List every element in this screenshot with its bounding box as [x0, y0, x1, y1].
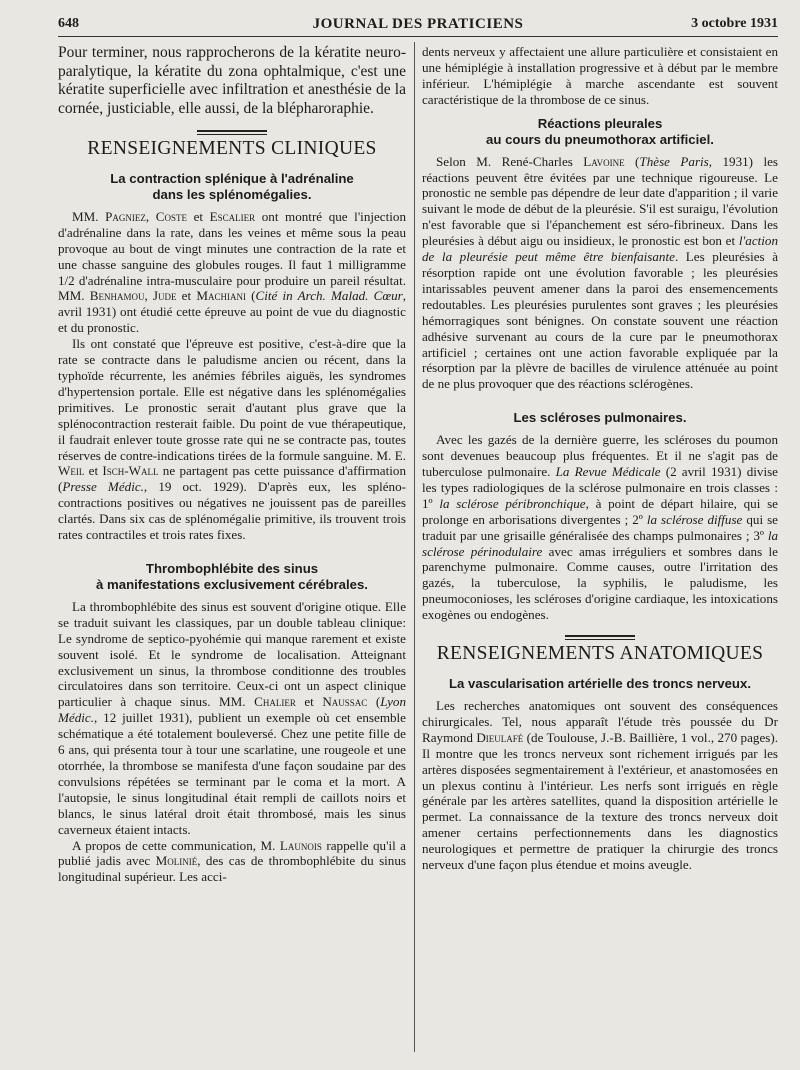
continued-paragraph: dents nerveux y affectaient une allure particulière et consistaient en une hémiplégie à installation progressive et à début par le membre inférieur. L'hémiplégie à marche ascendante est souvent caractéristique de la thrombose de ce sinus. — [422, 44, 778, 107]
emphasis: la sclérose péribronchique — [439, 495, 586, 511]
author-name: Jude — [152, 288, 177, 304]
author-name: Benhamou — [89, 288, 145, 304]
left-column — [58, 44, 406, 885]
author-name: Lavoine — [583, 153, 625, 169]
section-title-clinical: RENSEIGNEMENTS CLINIQUES — [87, 138, 377, 159]
citation: Cité in Arch. Malad. Cœur — [255, 288, 403, 304]
author-name: Coste — [155, 208, 188, 224]
citation: Presse Médic. — [62, 479, 144, 495]
citation: Thèse Paris — [639, 153, 709, 169]
intro-paragraph: Pour terminer, nous rapprocherons de la kératite neuro-paralytique, la kératite du zona ophtalmique, c'est une kératite superficielle avec infiltration et anesthésie de la cornée, justiciable, elle aussi, de la blépharoraphie. — [58, 44, 406, 117]
article-paragraph: La thrombophlébite des sinus est souvent d'origine otique. Elle se traduit suivant les classiques, par un double tableau clinique: Le syndrome de septico-pyohémie qui manque rarement et existe souvent isolé. Et le syndrome de localisation. Atteignant exclusivement un sinus, la thrombose conditionne des troubles circulatoires dans son territoire. Ceux-ci ont un aspect clinique particulier à chaque sinus. MM. Chalier et Naussac (Lyon Médic., 12 juillet 1931), publient un exemple où cet ensemble schématique a été totalement bouleversé. Chez une petite fille de 6 ans, qui présenta tour à tour une scarlatine, une rougeole et une otorrhée, la thrombose se manifesta d'une façon soudaine par des convulsions répétées se terminant par le coma et la mort. A l'autopsie, le sinus longitudinal était rempli de caillots noirs et blancs, le sinus latéral droit était thrombosé, mais les sinus caverneux étaient intacts. — [58, 598, 407, 837]
author-name: Weil — [58, 463, 85, 479]
author-name: Naussac — [322, 694, 368, 710]
author-name: Pagniez — [105, 208, 146, 224]
article-paragraph: Les recherches anatomiques ont souvent des conséquences chirurgicales. Tel, nous apparaît l'étude très poussée du Dr Raymond Dieulafé (de Toulouse, J.-B. Baillière, 1 vol., 270 pages). Il montre que les troncs nerveux sont richement irrigués par les artères disposées segmentairement à l'extérieur, et anastomosées en un plexus continu à l'intérieur. Les nerfs sont irrigués en règle générale par les artères satellites, quand la disposition artérielle le permet. La connaissance de la texture des troncs nerveux doit amener certains perfectionnements dans les diagnostics neurologiques et permettre de pratiquer la chirurgie des troncs nerveux d'une façon plus étendue et moins aveugle. — [422, 698, 778, 873]
article-paragraph: Selon M. René-Charles Lavoine (Thèse Paris, 1931) les réactions peuvent être évitées par une technique rigoureuse. Le pronostic ne semble pas dépendre de leur date d'apparition ; il varie suivant le mode de début de la pleurésie. S'il est suraigu, l'évolution n'est favorable que si l'épanchement est séro-fibrineux. Dans les pleurésies à début aigu ou insidieux, le pronostic est bon et l'action de la pleurésie peut même être bienfaisante. Les pleurésies à résorption rapide ont une évolution favorable ; les pleurésies intarissables peuvent amener dans la paroi des ensemencements redoutables. Les pleurésies purulentes sont graves ; les pleurésies hémorragiques sont bénignes. On constate souvent une réaction adhésive survenant au cours de la cure par le pneumothorax artificiel ; certaines ont une action favorable expliquée par la résorption par la plèvre de bacilles de virulence atténuée au point de ne plus provoquer que des réactions sclérogènes. — [422, 153, 778, 392]
article-title-line: Réactions pleurales — [537, 115, 663, 131]
author-name: Escalier — [209, 208, 256, 224]
journal-title: JOURNAL DES PRATICIENS — [312, 16, 524, 32]
article-title-line: au cours du pneumothorax artificiel. — [486, 131, 714, 147]
section-rule — [197, 130, 267, 135]
article-title-line: à manifestations exclusivement cérébrales. — [96, 576, 368, 592]
column-divider — [414, 42, 415, 1052]
right-column — [422, 44, 778, 873]
page-number: 648 — [58, 16, 79, 31]
article-title-sclerosis — [422, 410, 778, 426]
section-title-anatomical: RENSEIGNEMENTS ANATOMIQUES — [436, 643, 764, 665]
article-title-line: La contraction splénique à l'adrénaline — [110, 170, 354, 186]
author-name: Dieulafé — [476, 729, 524, 745]
author-name: Launois — [279, 837, 322, 853]
author-name: Isch-Wall — [102, 463, 159, 479]
emphasis: la sclérose diffuse — [646, 511, 743, 527]
article-paragraph: Avec les gazés de la dernière guerre, les scléroses du poumon sont devenues beaucoup plus fréquentes. Et il ne s'agit pas de tuberculose pulmonaire. La Revue Médicale (2 avril 1931) divise les types radiologiques de la sclérose pulmonaire en trois classes : 1º la sclérose péribronchique, à point de départ hilaire, qui se prolonge en arborisations divergentes ; 2º la sclérose diffuse qui se traduit par une grisaille généralisée des champs pulmonaires ; 3º la sclérose périnodulaire avec amas irréguliers et sombres dans le parenchyme pulmonaire. Comme causes, outre l'irritation des gazés, la tuberculose, la syphilis, le paludisme, les pneumoconioses, les scléroses d'origine cardiaque, les intoxications exogènes ou endogènes. — [422, 432, 778, 623]
article-title-line: dans les splénomégalies. — [152, 186, 312, 202]
article-title-line: Thrombophlébite des sinus — [145, 560, 319, 576]
emphasis: l'action de la pleurésie peut même être bienfaisante — [422, 233, 778, 265]
issue-date: 3 octobre 1931 — [691, 16, 778, 31]
article-title-thrombophlebitis — [58, 561, 406, 593]
author-name: Machiani — [196, 288, 246, 304]
citation: Lyon Médic. — [58, 694, 407, 726]
citation: La Revue Médicale — [555, 464, 661, 480]
article-paragraph: A propos de cette communication, M. Launois rappelle qu'il a publié jadis avec Molinié, des cas de thrombophlébite du sinus longitudinal supérieur. Les acci- — [58, 837, 406, 885]
article-paragraph: MM. Pagniez, Coste et Escalier ont montré que l'injection d'adrénaline dans la rate, dans les veines et même sous la peau provoque au bout de vingt minutes une contraction de la rate et une chasse sanguine des globules rouges. Il faut 1 milligramme 1/2 d'adrénaline intra-musculaire pour produire un pareil résultat. MM. Benhamou, Jude et Machiani (Cité in Arch. Malad. Cœur, avril 1931) ont étudié cette épreuve au point de vue du diagnostic et du pronostic. — [58, 208, 407, 336]
article-title-pleural — [422, 116, 778, 148]
page-header — [58, 14, 778, 37]
section-rule — [565, 635, 635, 640]
article-title-splenic — [58, 171, 406, 203]
author-name: Molinié — [155, 853, 198, 869]
article-paragraph: Ils ont constaté que l'épreuve est positive, c'est-à-dire que la rate se contracte dans le paludisme ancien ou récent, dans la typhoïde récurrente, les anémies fébriles aiguës, les syndromes d'hypertension portale. Elle est négative dans les splénomégalies primitives. Le pronostic serait d'autant plus grave que la splénocontraction resterait faible. Du point de vue thérapeutique, il faudrait enlever toute grosse rate qui ne se contracte pas, toutes réserves de contre-indications tirées de la formule sanguine. M. E. Weil et Isch-Wall ne partagent pas cette puissance d'affirmation (Presse Médic., 19 oct. 1929). D'après eux, les spléno-contractions positives ou négatives ne jouissent pas de pareilles clartés. Dans six cas de splénomégalie primitive, ils trouvent trois rates contractiles et trois rates fixes. — [58, 336, 406, 543]
emphasis: la sclérose périnodulaire — [422, 527, 778, 559]
author-name: Chalier — [254, 694, 296, 710]
article-title-line: Les scléroses pulmonaires. — [513, 410, 687, 426]
article-title-line: La vascularisation artérielle des troncs nerveux. — [449, 676, 751, 691]
article-title-vascularisation — [422, 676, 778, 692]
